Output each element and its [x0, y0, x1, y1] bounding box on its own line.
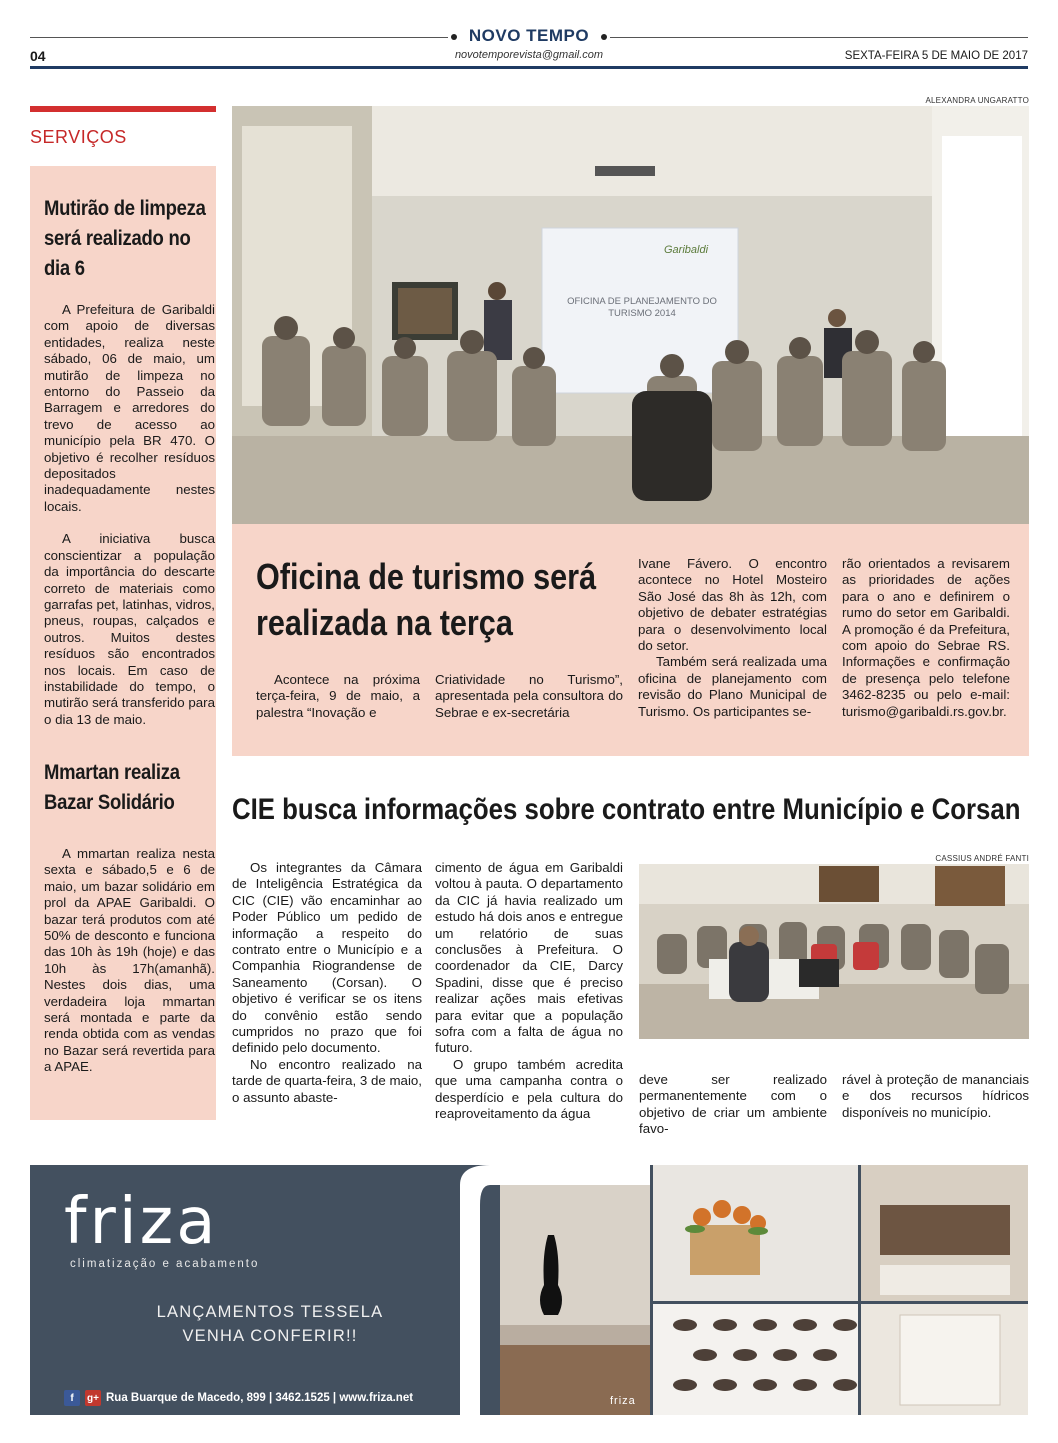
- projector-screen-text: OFICINA DE PLANEJAMENTO DO TURISMO 2014: [567, 296, 717, 319]
- article1-col3-p1: Ivane Fávero. O encontro acontece no Hotel Mosteiro São José das 8h às 12h, com objetivo de debater estratégias para o desenvolvimento local do setor.: [638, 556, 827, 654]
- page-number: 04: [30, 48, 46, 64]
- article1-col1: Acontece na próxima terça-feira, 9 de maio, a palestra “Inovação e: [256, 672, 420, 720]
- article1-col2: Criatividade no Turismo”, apresentada pela consultora do Sebrae e ex-secretária: [435, 672, 623, 720]
- section-title: SERVIÇOS: [30, 127, 127, 147]
- ad-product-collage: [440, 1165, 1028, 1415]
- sidebar-story2-headline: Mmartan realiza Bazar Solidário: [44, 761, 180, 814]
- masthead-rule-right: [610, 37, 1028, 38]
- article2-col2-p1: cimento de água em Garibaldi voltou à pauta. O departamento da CIC já havia realizado um estudo há dois anos e entregue um relatório de suas conclusões à Prefeitura. O coordenador da CIE, Darcy Spadini, disse que é preciso realizar ações mais efetivas para evitar que a população sofra com a falta de água no futuro.: [435, 860, 623, 1056]
- article1-col4: rão orientados a revisarem as prioridades de ações para o ano e definirem o rumo do setor em Garibaldi. A promoção é da Prefeitura, com apoio do Sebrae RS. Informações e confirmação de presença pelo telefone 3462-8235 ou pelo e-mail: turismo@garibaldi.rs.gov.br.: [842, 556, 1010, 719]
- newspaper-email[interactable]: novotemporevista@gmail.com: [454, 49, 604, 61]
- friza-advertisement[interactable]: [30, 1165, 1028, 1415]
- council-meeting-illustration: [639, 864, 1029, 1039]
- article2-col2: [435, 860, 623, 1123]
- article2-col3: deve ser realizado permanentemente com o objetivo de criar um ambiente favo-: [639, 1072, 827, 1137]
- article2-headline: CIE busca informações sobre contrato entre Município e Corsan: [232, 793, 1021, 826]
- sidebar-story1-p1: A Prefeitura de Garibaldi com apoio de diversas entidades, realiza neste sábado, 06 de maio, um mutirão de limpeza no entorno do Passeio da Barragem e arredores do trevo de acesso ao município pela BR 470. O objetivo é recolher resíduos depositados inadequadamente nestes locais.: [44, 302, 215, 514]
- facebook-icon[interactable]: f: [64, 1390, 80, 1406]
- article1-col3-p2: Também será realizada uma oficina de planejamento com revisão do Plano Municipal de Turismo. Os participantes se-: [638, 654, 827, 719]
- article1-box: [232, 524, 1029, 756]
- sidebar-story1-headline: Mutirão de limpeza será realizado no dia 6: [44, 197, 206, 280]
- article1-headline: Oficina de turismo será realizada na terça: [256, 556, 597, 643]
- newspaper-title: NOVO TEMPO: [468, 26, 590, 45]
- ad-contact-text: Rua Buarque de Macedo, 899 | 3462.1525 | www.friza.net: [106, 1392, 414, 1404]
- ad-contact-row: [64, 1390, 413, 1406]
- article2-col1-p1: Os integrantes da Câmara de Inteligência Estratégica da CIC (CIE) vão encaminhar ao Poder Público um pedido de informação a respeito do contrato entre o Município e a Companhia Riograndense de Saneamento (Corsan). O objetivo é verificar se os itens do convênio estão sendo cumpridos no prazo que foi definido pelo documento.: [232, 860, 422, 1056]
- ad-slogan-line2: VENHA CONFERIR!!: [182, 1327, 358, 1345]
- masthead-dot-right: [601, 34, 607, 40]
- photo2-credit: CASSIUS ANDRÉ FANTI: [935, 854, 1029, 863]
- article2-col1: [232, 860, 422, 1106]
- article2-col2-p2: O grupo também acredita que uma campanha contra o desperdício e pela cultura do reaproveitamento da água: [435, 1056, 623, 1122]
- masthead-bottom-rule: [30, 66, 1028, 69]
- sidebar-story1-body: [44, 302, 215, 744]
- projector-screen-brand: Garibaldi: [664, 244, 709, 256]
- google-plus-icon[interactable]: g+: [85, 1390, 101, 1406]
- council-meeting-photo: [639, 864, 1029, 1039]
- issue-date: SEXTA-FEIRA 5 DE MAIO DE 2017: [844, 50, 1028, 62]
- sidebar-box: [30, 166, 216, 1120]
- sidebar-story2-body: [44, 846, 215, 1092]
- meeting-room-photo: [232, 106, 1029, 524]
- sidebar-story1-p2: A iniciativa busca conscientizar a população da importância do descarte correto de materiais como garrafas pet, latinhas, vidros, pneus, roupas, calçados e outros. Muitos destes resíduos são encontrados nos locais. Em caso de instabilidade do tempo, o mutirão será transferido para o dia 13 de maio.: [44, 531, 215, 727]
- photo1-credit: ALEXANDRA UNGARATTO: [925, 96, 1029, 105]
- article1-col3: [638, 556, 827, 720]
- sidebar-story2-p1: A mmartan realiza nesta sexta e sábado,5 e 6 de maio, um bazar solidário em prol da APAE Garibaldi. O bazar terá produtos com até 50% de desconto e funciona das 10h às 19h (hoje) e das 10h às 17h(amanhã). Nestes dois dias, uma verdadeira loja mmartan será montada e parte da renda obtida com as vendas no Bazar será revertida para a APAE.: [44, 846, 215, 1075]
- article2-col1-p2: No encontro realizado na tarde de quarta-feira, 3 de maio, o assunto abaste-: [232, 1056, 422, 1105]
- friza-subtitle: climatização e acabamento: [70, 1258, 260, 1270]
- section-color-bar: [30, 106, 216, 112]
- ad-watermark: friza: [610, 1395, 636, 1407]
- ad-slogan-line1: LANÇAMENTOS TESSELA: [156, 1303, 384, 1321]
- article2-col4: rável à proteção de mananciais e dos recursos hídricos disponíveis no município.: [842, 1072, 1029, 1120]
- friza-logo: friza: [64, 1185, 219, 1259]
- masthead: [30, 24, 1028, 74]
